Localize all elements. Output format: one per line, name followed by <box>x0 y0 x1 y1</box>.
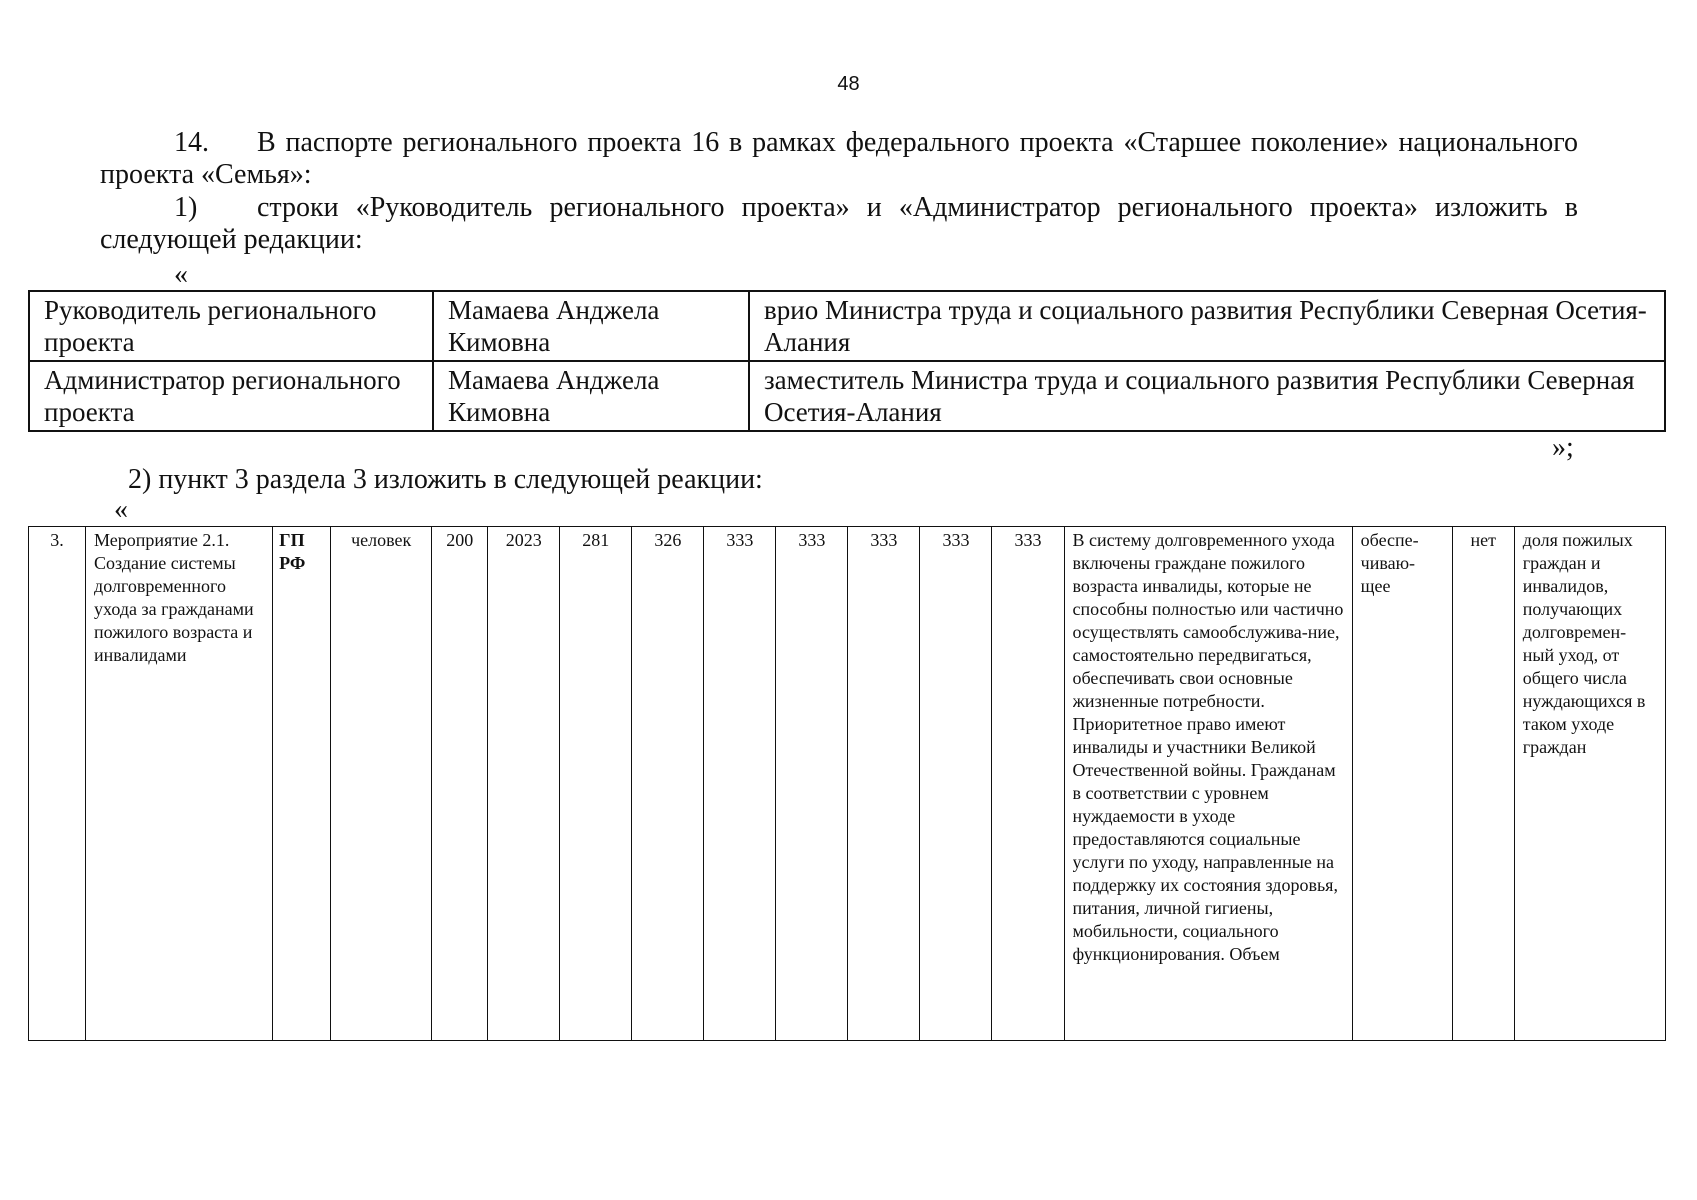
category-cell: обеспе-чиваю-щее <box>1352 527 1452 1041</box>
row-number-cell: 3. <box>29 527 86 1041</box>
value-cell: 333 <box>704 527 776 1041</box>
value-cell: 333 <box>776 527 848 1041</box>
sub-1-paragraph <box>100 192 1578 256</box>
name-cell: Мамаева Анджела Кимовна <box>433 291 749 361</box>
roles-row-head <box>29 291 1665 361</box>
base-value-cell: 200 <box>432 527 488 1041</box>
value-cell: 333 <box>920 527 992 1041</box>
table-row <box>29 527 1666 1041</box>
closing-quote: »; <box>1552 432 1574 463</box>
sub-1-line1 <box>100 192 1578 224</box>
roles-table <box>28 290 1666 432</box>
role-cell: Руководитель регионального проекта <box>29 291 433 361</box>
item-14-text-line1: В паспорте регионального проекта 16 в рамках федерального проекта «Старшее поколение» национального <box>257 127 1578 158</box>
sub-1-text-line1: строки «Руководитель регионального проекта» и «Администратор регионального проекта» изложить в <box>257 192 1578 223</box>
value-cell: 281 <box>560 527 632 1041</box>
sub-1-text-line2: следующей редакции: <box>100 224 363 255</box>
base-year-cell: 2023 <box>488 527 560 1041</box>
measure-title-cell: Мероприятие 2.1. Создание системы долговременного ухода за гражданами пожилого возраста и инвалидами <box>86 527 273 1041</box>
item-14-text-line2: проекта «Семья»: <box>100 159 312 190</box>
item-14-line1 <box>100 127 1578 159</box>
flag-cell: нет <box>1452 527 1514 1041</box>
position-cell: врио Министра труда и социального развития Республики Северная Осетия-Алания <box>749 291 1665 361</box>
position-cell: заместитель Министра труда и социального развития Республики Северная Осетия-Алания <box>749 361 1665 431</box>
unit-cell: человек <box>331 527 432 1041</box>
value-cell: 333 <box>848 527 920 1041</box>
measures-table <box>28 526 1666 1041</box>
opening-quote-2: « <box>114 494 128 525</box>
type-cell: ГП РФ <box>273 527 331 1041</box>
opening-quote-1: « <box>174 259 188 290</box>
page-number: 48 <box>837 73 860 95</box>
description-cell <box>1064 527 1352 1041</box>
role-cell: Администратор регионального проекта <box>29 361 433 431</box>
sub-2-paragraph: 2) пункт 3 раздела 3 изложить в следующей реакции: <box>128 464 763 495</box>
roles-row-admin <box>29 361 1665 431</box>
indicator-cell: доля пожилых граждан и инвалидов, получающих долговремен-ный уход, от общего числа нуждающихся в таком уходе граждан <box>1514 527 1665 1041</box>
name-cell: Мамаева Анджела Кимовна <box>433 361 749 431</box>
value-cell: 326 <box>632 527 704 1041</box>
description-text: В систему долговременного ухода включены граждане пожилого возраста инвалиды, которые не способны полностью или частично осуществлять самообслужива-ние, самостоятельно передвигаться, обеспечивать свои основные жизненные потребности. Приоритетное право имеют инвалиды и участники Великой Отечественной войны. Гражданам в соответствии с уровнем нуждаемости в уходе предоставляются социальные услуги по уходу, направленные на поддержку их состояния здоровья, питания, личной гигиены, мобильности, социального функционирования. Объем <box>1072 530 1344 964</box>
value-cell: 333 <box>992 527 1064 1041</box>
item-14-number: 14. <box>174 127 209 158</box>
sub-1-number: 1) <box>174 192 198 223</box>
item-14-paragraph <box>100 127 1578 191</box>
